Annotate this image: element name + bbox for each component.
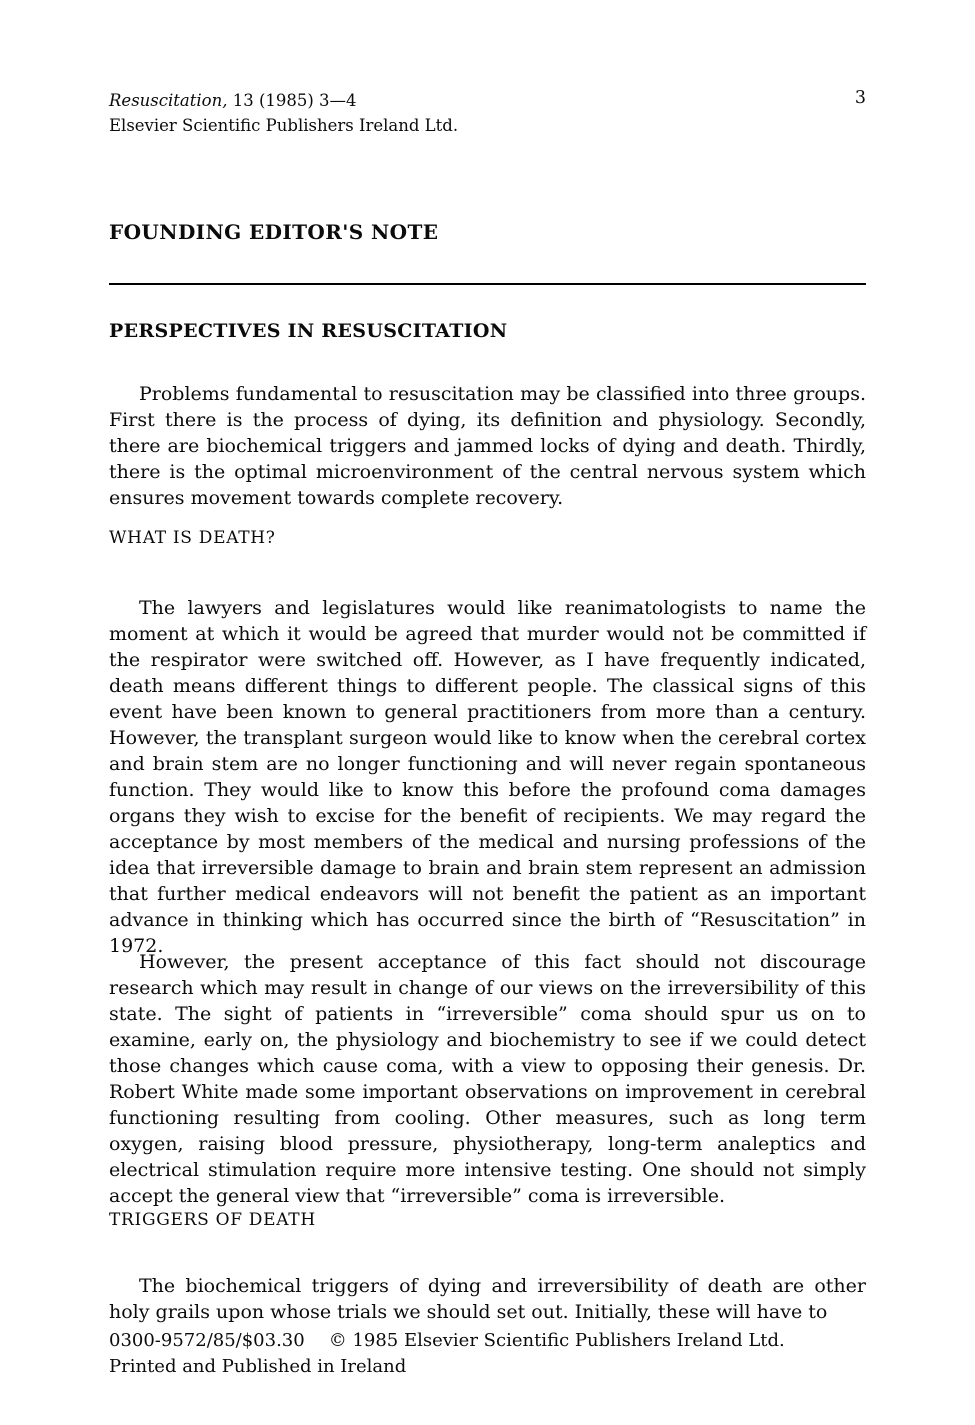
- footer-printed-line: Printed and Published in Ireland: [109, 1356, 407, 1377]
- section-heading-triggers-of-death: TRIGGERS OF DEATH: [109, 1210, 316, 1230]
- journal-name: Resuscitation,: [109, 91, 228, 110]
- publisher-line: Elsevier Scientific Publishers Ireland Ltd.: [109, 116, 459, 135]
- article-title: PERSPECTIVES IN RESUSCITATION: [109, 320, 508, 342]
- page-number: 3: [854, 88, 866, 108]
- paragraph-what-is-death-2: However, the present acceptance of this fact should not discourage research which may result in change of our views on the irreversibility of this state. The sight of patients in “irreversible” coma should spur us on to examine, early on, the physiology and biochemistry to see if we could detect those changes which cause coma, with a view to opposing their genesis. Dr. Robert White made some important observations on improvement in cerebral functioning resulting from cooling. Other measures, such as long term oxygen, raising blood pressure, physiotherapy, long-term analeptics and electrical stimulation require more intensive testing. One should not simply accept the general view that “irreversible” coma is irreversible.: [109, 951, 866, 1207]
- footer-code: 0300-9572/85/$03.30: [109, 1330, 305, 1351]
- editor-note-kicker: FOUNDING EDITOR'S NOTE: [109, 220, 439, 244]
- section-heading-what-is-death: WHAT IS DEATH?: [109, 528, 276, 548]
- intro-paragraph: Problems fundamental to resuscitation may be classified into three groups. First there is the process of dying, its definition and physiology. Secondly, there are biochemical triggers and jammed locks of dying and death. Thirdly, there is the optimal microenvironment of the central nervous system which ensures movement towards complete recovery.: [109, 383, 866, 509]
- journal-citation: 13 (1985) 3—4: [232, 91, 357, 110]
- paragraph-triggers-1: The biochemical triggers of dying and irreversibility of death are other holy grails upon whose trials we should set out. Initially, these will have to: [109, 1275, 866, 1323]
- footer-copyright-line: [109, 1328, 866, 1354]
- page-content: [109, 0, 866, 1425]
- page-footer: [109, 1328, 866, 1380]
- footer-copyright: © 1985 Elsevier Scientific Publishers Ireland Ltd.: [328, 1330, 785, 1351]
- paragraph-what-is-death-1: The lawyers and legislatures would like reanimatologists to name the moment at which it would be agreed that murder would not be committed if the respirator were switched off. However, as I have frequently indicated, death means different things to different people. The classical signs of this event have been known to general practitioners from more than a century. However, the transplant surgeon would like to know when the cerebral cortex and brain stem are no longer functioning and will never regain spontaneous function. They would like to know this before the profound coma damages organs they wish to excise for the benefit of recipients. We may regard the acceptance by most members of the medical and nursing professions of the idea that irreversible damage to brain and brain stem represent an admission that further medical endeavors will not benefit the patient as an important advance in thinking which has occurred since the birth of “Resuscitation” in 1972.: [109, 597, 866, 957]
- horizontal-rule: [109, 283, 866, 285]
